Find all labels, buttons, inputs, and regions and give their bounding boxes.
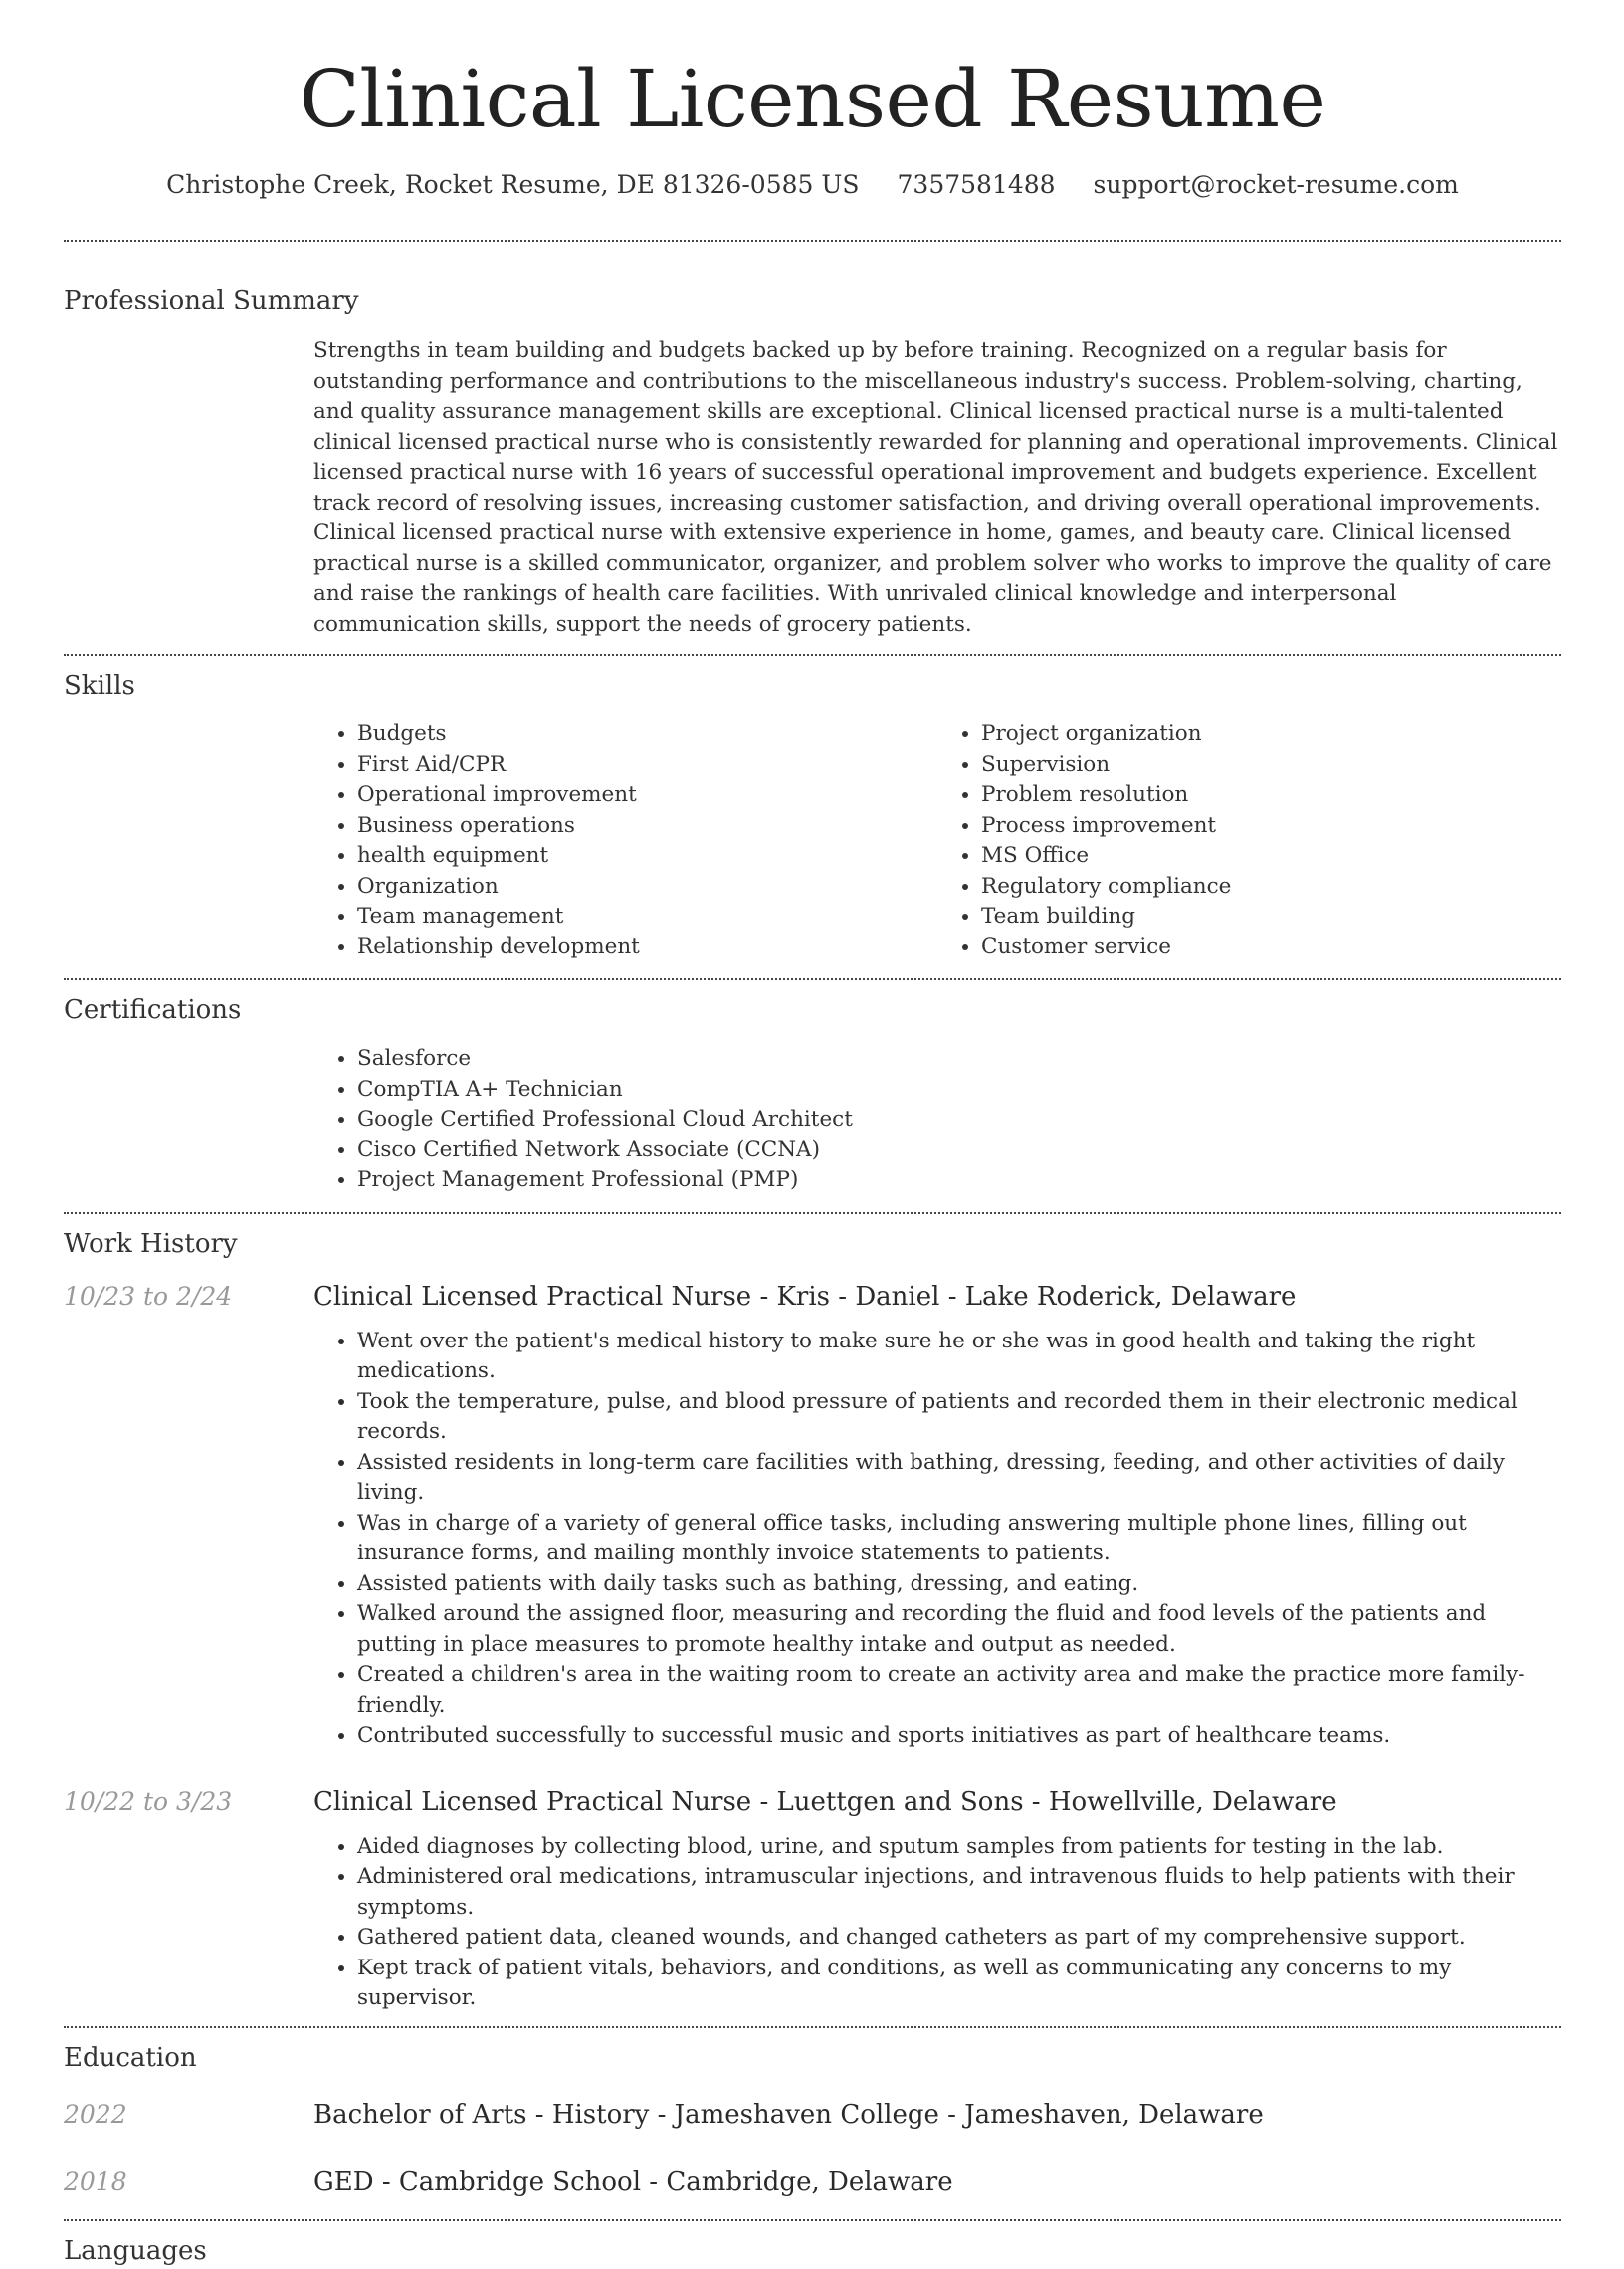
divider xyxy=(64,978,1561,980)
list-item: • Team management xyxy=(357,902,937,932)
job-body xyxy=(313,1280,1561,1752)
list-item: • Salesforce xyxy=(357,1044,1561,1075)
education-section xyxy=(64,2040,1561,2199)
list-item: • Process improvement xyxy=(981,811,1561,842)
list-item: • Relationship development xyxy=(357,932,937,963)
languages-heading: Languages xyxy=(64,2235,207,2266)
job-bullets xyxy=(313,1832,1561,2014)
list-item: • Took the temperature, pulse, and blood pressure of patients and recorded them in their electronic medical records. xyxy=(357,1387,1561,1448)
list-item: • Supervision xyxy=(981,750,1561,781)
education-entry xyxy=(64,2098,1561,2132)
list-item: • Organization xyxy=(357,872,937,903)
list-item: • Contributed successfully to successful music and sports initiatives as part of healthcare teams. xyxy=(357,1721,1561,1752)
resume-title: Clinical Licensed Resume xyxy=(299,53,1326,145)
list-item: • health equipment xyxy=(357,841,937,872)
list-item: • Customer service xyxy=(981,932,1561,963)
list-item: • Gathered patient data, cleaned wounds, and changed catheters as part of my comprehensive support. xyxy=(357,1923,1561,1954)
skills-heading: Skills xyxy=(64,671,135,701)
job-entry xyxy=(64,1785,1561,2014)
work-section xyxy=(64,1226,1561,2014)
list-item: • Operational improvement xyxy=(357,780,937,811)
list-item: • Budgets xyxy=(357,720,937,750)
list-item: • Kept track of patient vitals, behaviors, and conditions, as well as communicating any concerns to my supervisor. xyxy=(357,1954,1561,2014)
contact-phone: 7357581488 xyxy=(897,170,1056,199)
education-title: Bachelor of Arts - History - Jameshaven College - Jameshaven, Delaware xyxy=(313,2099,1264,2130)
list-item: • Business operations xyxy=(357,811,937,842)
education-entry xyxy=(64,2166,1561,2199)
education-date: 2018 xyxy=(64,2166,127,2196)
contact-line xyxy=(64,167,1561,203)
resume-page xyxy=(64,0,1561,2269)
divider xyxy=(64,2026,1561,2028)
list-item: • Google Certified Professional Cloud Architect xyxy=(357,1105,1561,1135)
list-item: • Created a children's area in the waiting room to create an activity area and make the practice more family-friendly. xyxy=(357,1660,1561,1721)
job-entry xyxy=(64,1280,1561,1752)
divider xyxy=(64,1212,1561,1214)
list-item: • MS Office xyxy=(981,841,1561,872)
list-item: • Assisted patients with daily tasks such as bathing, dressing, and eating. xyxy=(357,1569,1561,1600)
list-item: • Aided diagnoses by collecting blood, urine, and sputum samples from patients for testing in the lab. xyxy=(357,1832,1561,1863)
list-item: • First Aid/CPR xyxy=(357,750,937,781)
languages-section xyxy=(64,2233,1561,2269)
list-item: • Assisted residents in long-term care facilities with bathing, dressing, feeding, and other activities of daily living. xyxy=(357,1448,1561,1509)
list-item: • Project organization xyxy=(981,720,1561,750)
certifications-section xyxy=(64,992,1561,1212)
education-heading: Education xyxy=(64,2042,197,2073)
skills-list-right xyxy=(937,720,1561,962)
list-item: • Regulatory compliance xyxy=(981,872,1561,903)
list-item: • Cisco Certified Network Associate (CCNA) xyxy=(357,1135,1561,1166)
job-bullets xyxy=(313,1327,1561,1752)
education-date: 2022 xyxy=(64,2099,127,2129)
education-title: GED - Cambridge School - Cambridge, Delaware xyxy=(313,2166,953,2197)
certifications-list xyxy=(313,1044,1561,1196)
job-date: 10/23 to 2/24 xyxy=(64,1281,233,1311)
list-item: • Problem resolution xyxy=(981,780,1561,811)
list-item: • Walked around the assigned floor, measuring and recording the fluid and food levels of the patients and putting in place measures to promote healthy intake and output as needed. xyxy=(357,1599,1561,1660)
contact-address: Christophe Creek, Rocket Resume, DE 81326-0585 US xyxy=(166,170,860,199)
certifications-heading: Certifications xyxy=(64,995,242,1025)
job-title: Clinical Licensed Practical Nurse - Kris - Daniel - Lake Roderick, Delaware xyxy=(313,1281,1297,1312)
list-item: • Was in charge of a variety of general office tasks, including answering multiple phone lines, filling out insurance forms, and mailing monthly invoice statements to patients. xyxy=(357,1509,1561,1569)
summary-text: Strengths in team building and budgets backed up by before training. Recognized on a regular basis for outstanding performance and contributions to the miscellaneous industry's success. Problem-solving, charting, and quality assurance management skills are exceptional. Clinical licensed practical nurse is a multi-talented clinical licensed practical nurse who is consistently rewarded for planning and operational improvements. Clinical licensed practical nurse with 16 years of successful operational improvement and budgets experience. Excellent track record of resolving issues, increasing customer satisfaction, and driving overall operational improvements. Clinical licensed practical nurse with extensive experience in home, games, and beauty care. Clinical licensed practical nurse is a skilled communicator, organizer, and problem solver who works to improve the quality of care and raise the rankings of health care facilities. With unrivaled clinical knowledge and interpersonal communication skills, support the needs of grocery patients. xyxy=(313,338,1558,637)
list-item: • Team building xyxy=(981,902,1561,932)
divider xyxy=(64,2219,1561,2221)
skills-section xyxy=(64,668,1561,978)
job-title: Clinical Licensed Practical Nurse - Luettgen and Sons - Howellville, Delaware xyxy=(313,1786,1337,1817)
list-item: • Went over the patient's medical history to make sure he or she was in good health and taking the right medications. xyxy=(357,1327,1561,1387)
skills-list-left xyxy=(313,720,937,962)
summary-heading: Professional Summary xyxy=(64,286,359,315)
work-heading: Work History xyxy=(64,1228,238,1259)
job-date: 10/22 to 3/23 xyxy=(64,1786,233,1816)
summary-section xyxy=(64,283,1561,654)
contact-email: support@rocket-resume.com xyxy=(1093,170,1459,199)
job-body xyxy=(313,1785,1561,2014)
list-item: • CompTIA A+ Technician xyxy=(357,1075,1561,1106)
certifications-list-wrap xyxy=(313,1028,1561,1212)
divider xyxy=(64,654,1561,656)
skills-grid xyxy=(313,704,1561,978)
divider xyxy=(64,240,1561,242)
list-item: • Administered oral medications, intramuscular injections, and intravenous fluids to help patients with their symptoms. xyxy=(357,1862,1561,1923)
list-item: • Project Management Professional (PMP) xyxy=(357,1165,1561,1196)
